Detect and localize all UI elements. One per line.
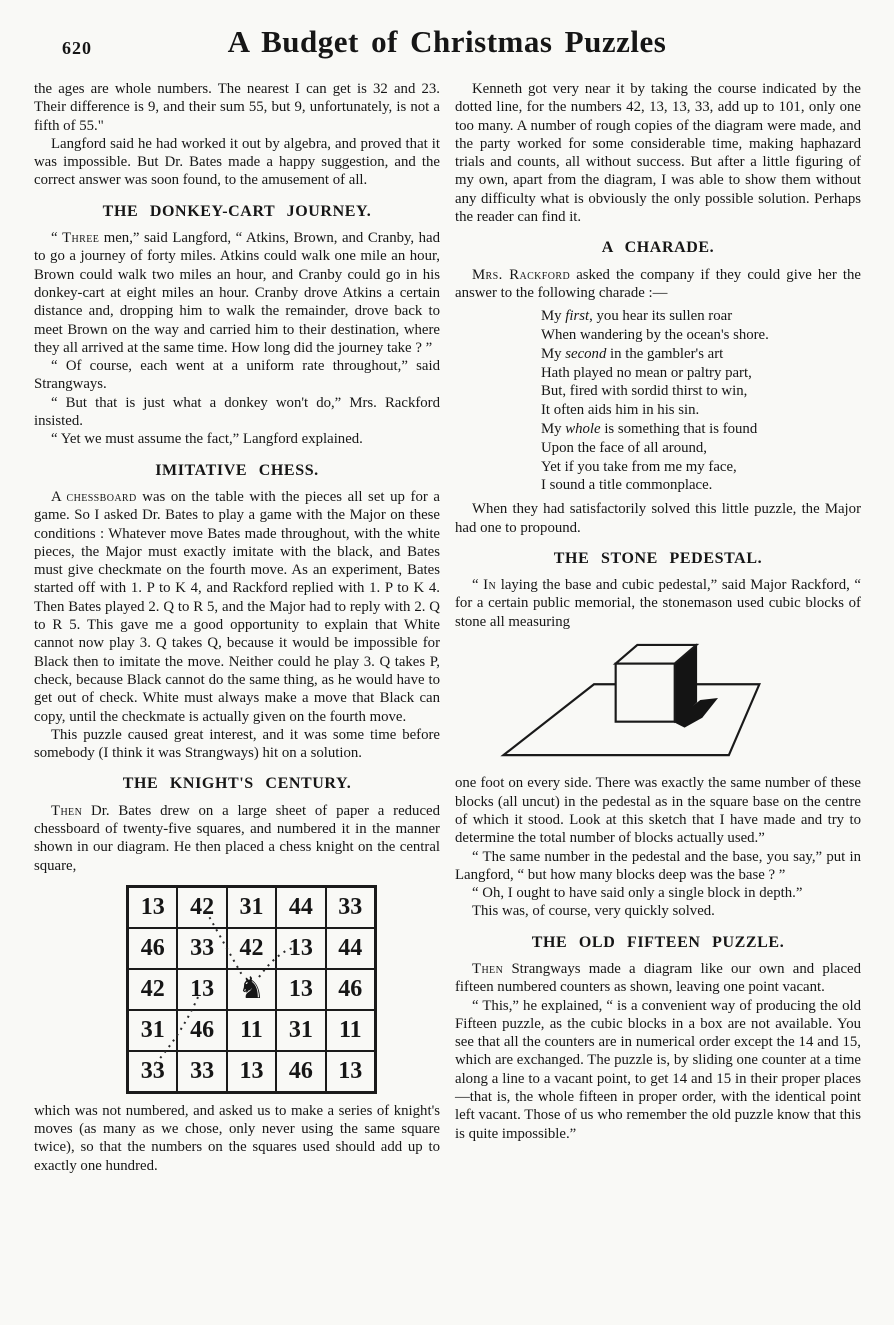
italic-text: second <box>565 345 607 362</box>
grid-row <box>128 1010 376 1051</box>
pedestal-sketch <box>489 639 825 763</box>
verse-line <box>541 458 861 477</box>
paragraph <box>34 1102 440 1175</box>
paragraph <box>455 576 861 631</box>
paragraph <box>34 726 440 763</box>
paragraph <box>455 997 861 1143</box>
verse-line <box>541 439 861 458</box>
paragraph <box>34 488 440 726</box>
verse-line <box>541 401 861 420</box>
text-segment: Strangways made a diagram like our own and placed fifteen numbered counters as shown, leaving one point vacant. <box>455 960 861 996</box>
paragraph <box>455 848 861 885</box>
text-segment: is something that is found <box>600 421 758 438</box>
section-heading: THE DONKEY-CART JOURNEY. <box>102 202 372 220</box>
paragraph <box>34 135 440 190</box>
verse-line <box>541 364 861 383</box>
text-segment: asked the company if they could give her the answer to the following charade :— <box>455 266 861 301</box>
grid-row <box>128 886 376 928</box>
grid-row <box>128 928 376 969</box>
smallcaps-text: In <box>483 577 497 594</box>
paragraph <box>34 430 440 448</box>
paragraph <box>455 960 861 997</box>
knight-icon: ♞ <box>238 972 265 1006</box>
grid-cell: 46 <box>177 1010 226 1051</box>
smallcaps-text: Mrs. Rackford <box>472 266 571 283</box>
text-segment: “ Of course, each went at a uniform rate throughout,” said Strangways. <box>34 358 440 393</box>
verse-line <box>541 345 861 364</box>
grid-cell: 13 <box>326 1051 376 1093</box>
paragraph <box>34 229 440 357</box>
paragraph <box>455 80 861 226</box>
grid-cell: 33 <box>177 1051 226 1093</box>
paragraph <box>34 394 440 431</box>
grid-cell: 46 <box>276 1051 325 1093</box>
verse-line <box>541 307 861 326</box>
verse-line <box>541 326 861 345</box>
knight-grid-table <box>126 885 377 1094</box>
grid-cell: 46 <box>128 928 178 969</box>
smallcaps-text: chessboard <box>66 488 137 505</box>
text-segment: “ But that is just what a donkey won't do,” Mrs. Rackford insisted. <box>34 394 440 430</box>
section-heading: THE KNIGHT'S CENTURY. <box>122 775 352 793</box>
grid-cell: 42 <box>177 886 226 928</box>
page-header <box>0 0 894 76</box>
text-segment: one foot on every side. There was exactly the same number of these blocks (all uncut) in the pedestal as in the square base on the centre of which it stood. Look at this sketch that I have made and try to determine the total number of blocks actually used.” <box>455 775 861 847</box>
grid-cell: 33 <box>177 928 226 969</box>
text-segment: laying the base and cubic pedestal,” said Major Rackford, “ for a certain public memorial, the stonemason used cubic blocks of stone all measuring <box>455 577 861 630</box>
grid-cell: 44 <box>276 886 325 928</box>
text-segment: the ages are whole numbers. The nearest I can get is 32 and 23. Their difference is 9, and their sum 55, but 9, unfortunately, is not a fifth of 55." <box>34 81 440 134</box>
text-segment: Upon the face of all around, <box>541 439 707 456</box>
text-segment: My <box>541 421 566 438</box>
grid-cell: 13 <box>276 969 325 1010</box>
knight-cell <box>227 969 276 1010</box>
text-segment: It often aids him in his sin. <box>541 402 700 419</box>
verse-line <box>541 420 861 439</box>
charade-verse <box>541 307 861 495</box>
section-heading: A CHARADE. <box>601 239 715 257</box>
section-heading: THE OLD FIFTEEN PUZZLE. <box>531 933 785 951</box>
paragraph <box>34 80 440 135</box>
page-title: A Budget of Christmas Puzzles <box>227 24 667 59</box>
italic-text: whole <box>565 421 601 438</box>
text-segment: This puzzle caused great interest, and it was some time before somebody (I think it was Strangways) hit on a solution. <box>34 726 440 762</box>
text-segment: My <box>541 308 566 325</box>
stone-pedestal-figure <box>489 639 861 768</box>
paragraph <box>34 802 440 875</box>
grid-cell: 46 <box>326 969 376 1010</box>
grid-cell: 33 <box>326 886 376 928</box>
grid-cell: 13 <box>128 886 178 928</box>
text-segment: Hath played no mean or paltry part, <box>541 364 752 381</box>
text-segment: “ <box>51 230 63 247</box>
verse-line <box>541 476 861 495</box>
cube-front-face <box>616 664 675 722</box>
text-segment: in the gambler's art <box>606 345 724 362</box>
grid-cell: 44 <box>326 928 376 969</box>
section-heading: THE STONE PEDESTAL. <box>553 549 763 567</box>
two-column-body <box>0 76 894 1175</box>
text-segment: Yet if you take from me my face, <box>541 458 737 475</box>
grid-cell: 31 <box>276 1010 325 1051</box>
paragraph <box>455 902 861 920</box>
grid-cell: 11 <box>326 1010 376 1051</box>
verse-line <box>541 382 861 401</box>
right-column <box>455 80 861 1175</box>
text-segment: Kenneth got very near it by taking the course indicated by the dotted line, for the numbers 42, 13, 13, 33, add up to 101, only one too many. A number of rough copies of the diagram were made, and the party worked for some considerable time, making haphazard trials and counts, all without success. But after a little figuring of my own, apart from the diagram, I was able to show them without any difficulty what is obviously the only possible solution. Perhaps the reader can find it. <box>455 81 861 226</box>
text-segment: Langford said he had worked it out by algebra, and proved that it was impossible. But Dr. Bates made a happy suggestion, and the correct answer was soon found, to the amusement of all. <box>34 135 440 189</box>
paragraph <box>455 500 861 537</box>
text-segment: men,” said Langford, “ Atkins, Brown, and Cranby, had to go a journey of forty miles. Atkins could walk one mile an hour, Brown could walk two miles an hour, and Cranby could go in his donkey-cart at eight miles an hour. Cranby drove Atkins a certain distance and, dropping him to walk the remainder, drove back to meet Brown on the way and carried him to their destination, where they all arrived at the same time. How long did the journey take ? ” <box>34 230 440 356</box>
smallcaps-text: Then <box>472 960 504 977</box>
grid-cell: 31 <box>128 1010 178 1051</box>
grid-cell: 42 <box>128 969 178 1010</box>
left-column <box>34 80 440 1175</box>
knights-century-diagram <box>126 885 377 1094</box>
smallcaps-text: Three <box>62 230 100 247</box>
grid-row <box>128 1051 376 1093</box>
text-segment: “ <box>472 577 484 594</box>
text-segment: “ Yet we must assume the fact,” Langford explained. <box>51 431 363 448</box>
text-segment: But, fired with sordid thirst to win, <box>541 383 748 400</box>
text-segment: was on the table with the pieces all set up for a game. So I asked Dr. Bates to play a game with the Major on these conditions : Whatever move Bates made throughout, with the white pieces, the Major must exactly imitate with the black, and Bates must give checkmate on the fourth move. As an experiment, Bates started off with 1. P to K 4, and Rackford replied with 1. P to K 4. Then Bates played 2. Q to R 5, and the Major had to reply with 2. Q to R 5. This gave me a good opportunity to explain that White cannot now play 3. Q takes Q, because it would be impossible for Black then to imitate the move. Neither could he play 3. Q takes P, check, because Black cannot do the same thing, as he would have to get out of check. White must always make a move that Black can copy, until the checkmate is actually given on the fourth move. <box>34 488 440 725</box>
grid-cell: 42 <box>227 928 276 969</box>
text-segment: When wandering by the ocean's shore. <box>541 327 769 344</box>
text-segment: When they had satisfactorily solved this little puzzle, the Major had one to propound. <box>455 501 861 536</box>
grid-cell: 33 <box>128 1051 178 1093</box>
text-segment: My <box>541 345 566 362</box>
paragraph <box>455 774 861 847</box>
text-segment: I sound a title commonplace. <box>541 477 713 494</box>
text-segment: A <box>51 488 67 505</box>
grid-cell: 13 <box>227 1051 276 1093</box>
page-number: 620 <box>62 38 92 58</box>
paragraph <box>455 266 861 303</box>
grid-row <box>128 969 376 1010</box>
text-segment: “ Oh, I ought to have said only a single block in depth.” <box>472 885 803 902</box>
text-segment: “ This,” he explained, “ is a convenient way of producing the old Fifteen puzzle, as the cubic blocks in a box are not available. You see that all the counters are in numerical order except the 14 and 15, which are exchanged. The puzzle is, by sliding one counter at a time along a line to a vacant point, to get 14 and 15 in their proper places—that is, the whole fifteen in proper order, with the identical point left vacant. Those of us who remember the old puzzle know that this is quite impossible.” <box>455 997 861 1142</box>
text-segment: This was, of course, very quickly solved. <box>472 903 715 920</box>
text-segment: , you hear its sullen roar <box>589 308 733 325</box>
grid-cell: 11 <box>227 1010 276 1051</box>
text-segment: which was not numbered, and asked us to make a series of knight's moves (as many as we chose, only never using the same square twice), so that the numbers on the squares used should add up to exactly one hundred. <box>34 1102 440 1174</box>
smallcaps-text: Then <box>51 802 83 819</box>
section-heading: IMITATIVE CHESS. <box>155 461 319 479</box>
paragraph <box>455 884 861 902</box>
grid-cell: 13 <box>276 928 325 969</box>
text-segment: Dr. Bates drew on a large sheet of paper a reduced chessboard of twenty-five squares, and numbered it in the manner shown in our diagram. He then placed a chess knight on the central square, <box>34 802 440 874</box>
text-segment: “ The same number in the pedestal and the base, you say,” put in Langford, “ but how many blocks deep was the base ? ” <box>455 848 861 883</box>
grid-cell: 13 <box>177 969 226 1010</box>
grid-cell: 31 <box>227 886 276 928</box>
paragraph <box>34 357 440 394</box>
italic-text: first <box>565 308 590 325</box>
